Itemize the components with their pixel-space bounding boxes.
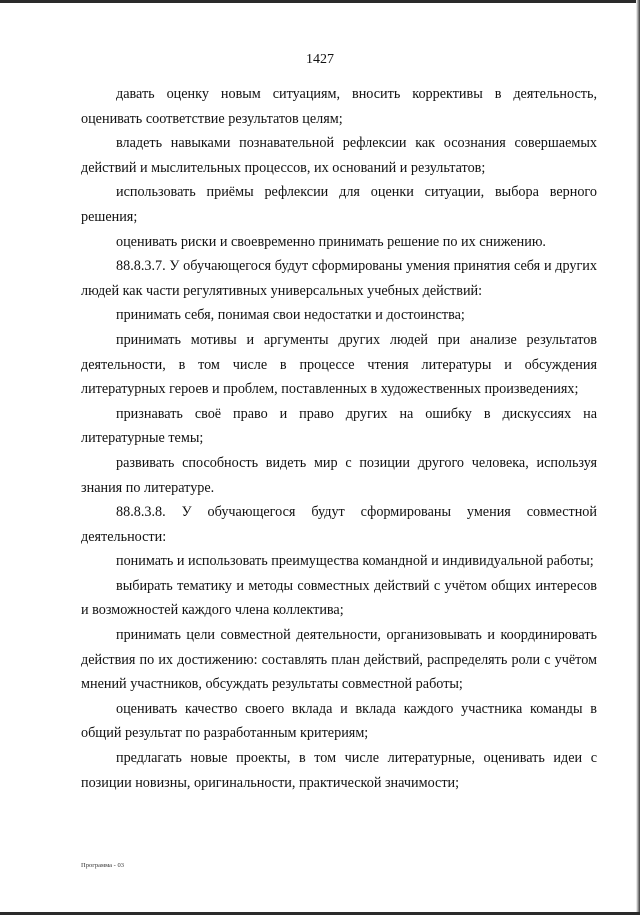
paragraph: 88.8.3.8. У обучающегося будут сформированы умения совместной деятельности: <box>81 504 597 545</box>
paragraph: признавать своё право и право других на ошибку в дискуссиях на литературные темы; <box>81 405 597 447</box>
footer-label: Программа - 03 <box>81 862 124 869</box>
paragraph: давать оценку новым ситуациям, вносить коррективы в деятельность, оценивать соответствие результатов целям; <box>81 86 597 127</box>
paragraph: владеть навыками познавательной рефлексии как осознания совершаемых действий и мыслительных процессов, их оснований и результатов; <box>81 135 597 176</box>
scan-edge-right <box>636 0 640 915</box>
paragraph: выбирать тематику и методы совместных действий с учётом общих интересов и возможностей каждого члена коллектива; <box>81 577 597 619</box>
paragraph: 88.8.3.7. У обучающегося будут сформированы умения принятия себя и других людей как части регулятивных универсальных учебных действий: <box>81 258 597 299</box>
paragraph: оценивать качество своего вклада и вклада каждого участника команды в общий результат по разработанным критериям; <box>81 700 597 742</box>
page-number: 1427 <box>306 52 334 67</box>
paragraph: оценивать риски и своевременно принимать решение по их снижению. <box>116 233 546 250</box>
paragraph: понимать и использовать преимущества командной и индивидуальной работы; <box>116 553 594 570</box>
paragraph: предлагать новые проекты, в том числе литературные, оценивать идеи с позиции новизны, оригинальности, практической значимости; <box>81 750 597 791</box>
paragraph: принимать себя, понимая свои недостатки и достоинства; <box>116 307 465 324</box>
paragraph: принимать мотивы и аргументы других людей при анализе результатов деятельности, в том числе в процессе чтения литературы и обсуждения литературных героев и проблем, поставленных в художественных произведениях; <box>81 331 597 398</box>
paragraph: принимать цели совместной деятельности, организовывать и координировать действия по их достижению: составлять план действий, распределять роли с учётом мнений участников, обсуждать результаты совместной работы; <box>81 627 597 693</box>
paragraph: развивать способность видеть мир с позиции другого человека, используя знания по литературе. <box>81 454 597 496</box>
body-text <box>81 82 597 795</box>
paragraph: использовать приёмы рефлексии для оценки ситуации, выбора верного решения; <box>81 184 597 225</box>
scan-edge-top <box>0 0 640 3</box>
